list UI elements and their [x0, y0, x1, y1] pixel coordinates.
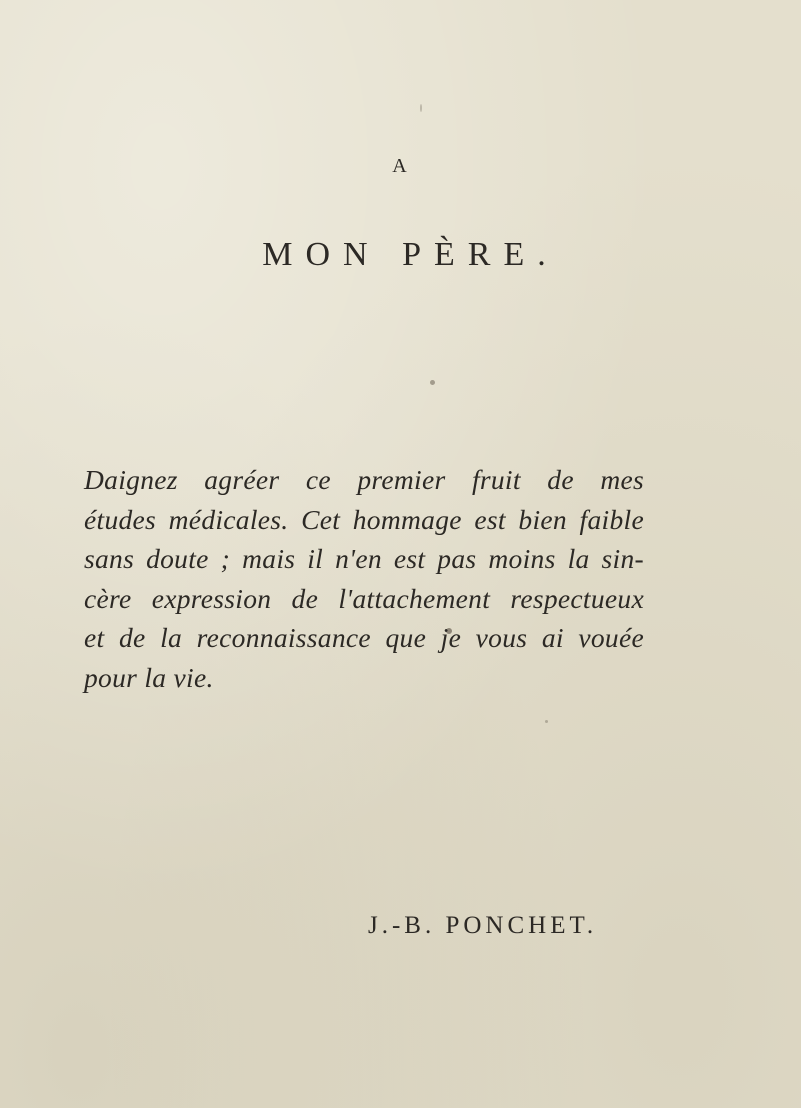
message-line: Daignez agréer ce premier fruit de mes	[84, 464, 644, 495]
message-line: sans doute ; mais il n'en est pas moins la sin-	[84, 543, 644, 574]
paper-speck	[545, 720, 548, 723]
message-line: études médicales. Cet hommage est bien faible	[84, 503, 644, 535]
paper-speck	[420, 104, 422, 112]
message-line: cère expression de l'attachement respectueux	[84, 582, 644, 614]
dedication-title: MON PÈRE.	[262, 236, 559, 273]
message-line: et de la reconnaissance que je vous ai vouée	[84, 622, 644, 653]
message-line: pour la vie.	[84, 661, 214, 693]
paper-speck	[430, 380, 435, 385]
dedication-message	[84, 460, 644, 697]
dedication-prefix: A	[392, 155, 409, 177]
author-signature: J.-B. PONCHET.	[368, 912, 598, 939]
